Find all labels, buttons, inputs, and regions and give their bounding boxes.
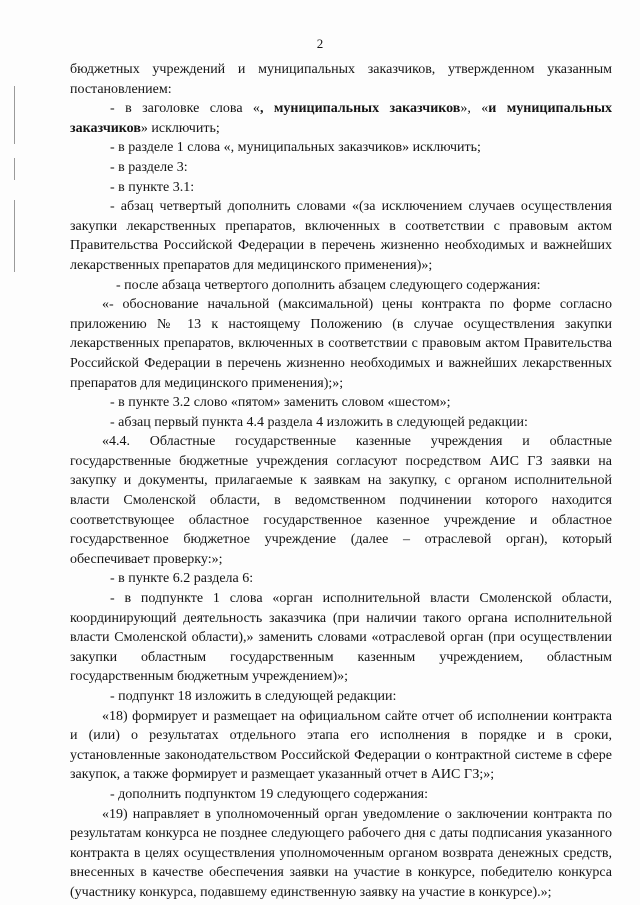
text-run: - в пункте 3.2 слово «пятом» заменить словом «шестом»; (110, 395, 451, 411)
paragraph (70, 197, 612, 275)
text-run: - дополнить подпунктом 19 следующего содержания: (110, 786, 428, 802)
text-run: - в разделе 3: (110, 159, 188, 175)
paragraph (70, 707, 612, 785)
paragraph (70, 99, 612, 138)
text-run: «18) формирует и размещает на официальном сайте отчет об исполнении контракта и (или) о результатах отдельного этапа его исполнения в порядке и в сроки, установленные законодательством Российской Федерации о контрактной системе в сфере закупок, а также формирует и размещает указанный отчет в АИС ГЗ;»; (70, 708, 612, 783)
paragraph (70, 178, 612, 198)
text-run: «- обоснование начальной (максимальной) цены контракта по форме согласно приложению № 13 к настоящему Положению (в случае осуществления закупки лекарственных препаратов, включенных в соответствии с правовым актом Правительства Российской Федерации в перечень жизненно необходимых и важнейших лекарственных препаратов для медицинского применения);»; (70, 297, 612, 391)
paragraph (70, 295, 612, 393)
paragraph (70, 413, 612, 433)
text-run: », « (460, 101, 489, 117)
paragraph (70, 785, 612, 805)
text-run: - в заголовке слова « (110, 101, 260, 117)
text-run: «19) направляет в уполномоченный орган уведомление о заключении контракта по результатам конкурса не позднее следующего рабочего дня с даты подписания указанного контракта в целях осуществления уполномоченным органом возврата денежных средств, внесенных в качестве обеспечения заявки на участие в конкурсе, победителю конкурса (участнику конкурса, подавшему единственную заявку на участие в конкурсе).»; (70, 806, 612, 900)
margin-mark (14, 158, 15, 180)
text-run: - в пункте 6.2 раздела 6: (110, 571, 254, 587)
margin-mark (14, 86, 15, 144)
text-run: - абзац четвертый дополнить словами «(за исключением случаев осуществления закупки лекарственных препаратов, включенных в соответствии с правовым актом Правительства Российской Федерации в перечень жизненно необходимых и важнейших лекарственных препаратов для медицинского применения)»; (70, 199, 612, 273)
paragraph (70, 569, 612, 589)
paragraph (70, 687, 612, 707)
margin-mark (14, 200, 15, 272)
paragraph (70, 432, 612, 569)
text-run: - подпункт 18 изложить в следующей редакции: (110, 689, 397, 704)
text-run: «4.4. Областные государственные казенные учреждения и областные государственные бюджетные учреждения согласуют посредством АИС ГЗ заявки на закупку и документы, прилагаемые к заявкам на закупку, с органом исполнительной власти Смоленской области, в ведомственном подчинении которого находится соответствующее областное государственное казенное учреждение и областное государственное бюджетное учреждение (далее – отраслевой орган), который обеспечивает проверку:»; (70, 434, 612, 567)
document-body (70, 60, 612, 903)
text-run: » исключить; (140, 120, 220, 136)
paragraph (70, 805, 612, 903)
page-number: 2 (316, 36, 324, 51)
text-run: бюджетных учреждений и муниципальных заказчиков, утвержденном указанным постановлением: (70, 62, 612, 97)
paragraph (70, 393, 612, 413)
text-run: - в пункте 3.1: (110, 179, 195, 195)
bold-text-run: , муниципальных заказчиков (259, 101, 461, 117)
text-run: - абзац первый пункта 4.4 раздела 4 изложить в следующей редакции: (110, 414, 528, 430)
text-run: - в подпункте 1 слова «орган исполнительной власти Смоленской области, координирующий деятельность заказчика (при наличии такого органа исполнительной власти Смоленской области),» заменить словами «отраслевой орган (при осуществлении закупки областным государственным казенным учреждением, областным государственным бюджетным учреждением)»; (70, 591, 612, 685)
paragraph (70, 60, 612, 99)
paragraph (70, 138, 612, 158)
paragraph (70, 158, 612, 178)
paragraph (70, 276, 612, 296)
paragraph (70, 589, 612, 687)
text-run: - после абзаца четвертого дополнить абзацем следующего содержания: (116, 277, 541, 293)
text-run: - в разделе 1 слова «, муниципальных заказчиков» исключить; (110, 140, 481, 156)
bold-text-run: и муниципальных заказчиков (70, 101, 612, 136)
